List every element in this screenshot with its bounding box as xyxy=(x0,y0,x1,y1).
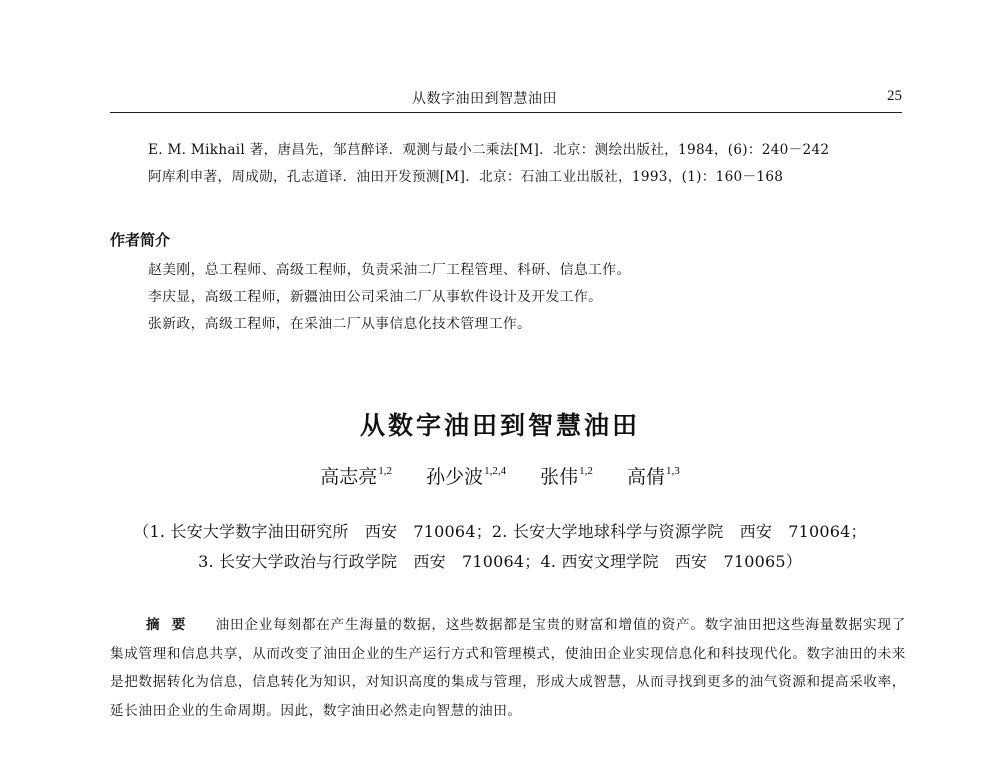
abstract xyxy=(110,611,906,725)
author xyxy=(320,462,392,489)
abstract-text: 油田企业每刻都在产生海量的数据，这些数据都是宝贵的财富和增值的资产。数字油田把这些海量数据实现了集成管理和信息共享，从而改变了油田企业的生产运行方式和管理模式，使油田企业实现信息化和科技现代化。数字油田的未来是把数据转化为信息，信息转化为知识，对知识高度的集成与管理，形成大成智慧，从而寻找到更多的油气资源和提高采收率，延长油田企业的生命周期。因此，数字油田必然走向智慧的油田。 xyxy=(110,617,907,719)
author xyxy=(426,462,506,489)
author-name: 高倩 xyxy=(626,466,665,488)
reference-item: 阿库利申著，周成勋，孔志道译．油田开发预测[M]．北京：石油工业出版社，1993，(1)：160－168 xyxy=(148,169,784,185)
author-intro-item: 张新政，高级工程师，在采油二厂从事信息化技术管理工作。 xyxy=(148,316,532,332)
reference-item: E. M. Mikhail 著，唐昌先，邹莒醉译．观测与最小二乘法[M]．北京：测绘出版社，1984，(6)：240－242 xyxy=(148,142,830,158)
author-affiliation-mark: 1,2 xyxy=(378,465,393,477)
author-name: 孙少波 xyxy=(426,466,484,488)
author xyxy=(627,462,680,489)
abstract-label: 摘要 xyxy=(146,617,198,633)
author-intro-list xyxy=(148,257,908,338)
author-intro-heading: 作者简介 xyxy=(110,231,171,249)
affiliation-list xyxy=(0,517,1000,577)
author-intro-item: 李庆显，高级工程师，新疆油田公司采油二厂从事软件设计及开发工作。 xyxy=(148,289,603,305)
page-number: 25 xyxy=(887,88,902,104)
running-header-title: 从数字油田到智慧油田 xyxy=(412,91,557,107)
running-header xyxy=(110,88,902,113)
author-affiliation-mark: 1,3 xyxy=(665,465,680,477)
author-list xyxy=(0,462,1000,489)
reference-list xyxy=(148,137,908,191)
affiliation-line: 3. 长安大学政治与行政学院 西安 710064；4. 西安文理学院 西安 710065） xyxy=(198,552,802,571)
author-name: 张伟 xyxy=(540,466,579,488)
author xyxy=(540,462,593,489)
author-affiliation-mark: 1,2 xyxy=(579,465,593,477)
author-affiliation-mark: 1,2,4 xyxy=(484,465,507,477)
author-name: 高志亮 xyxy=(320,466,378,488)
article-title: 从数字油田到智慧油田 xyxy=(359,411,640,440)
author-intro-item: 赵美刚，总工程师、高级工程师，负责采油二厂工程管理、科研、信息工作。 xyxy=(148,262,631,278)
affiliation-line: （1. 长安大学数字油田研究所 西安 710064；2. 长安大学地球科学与资源学院 西安 710064； xyxy=(133,522,867,541)
